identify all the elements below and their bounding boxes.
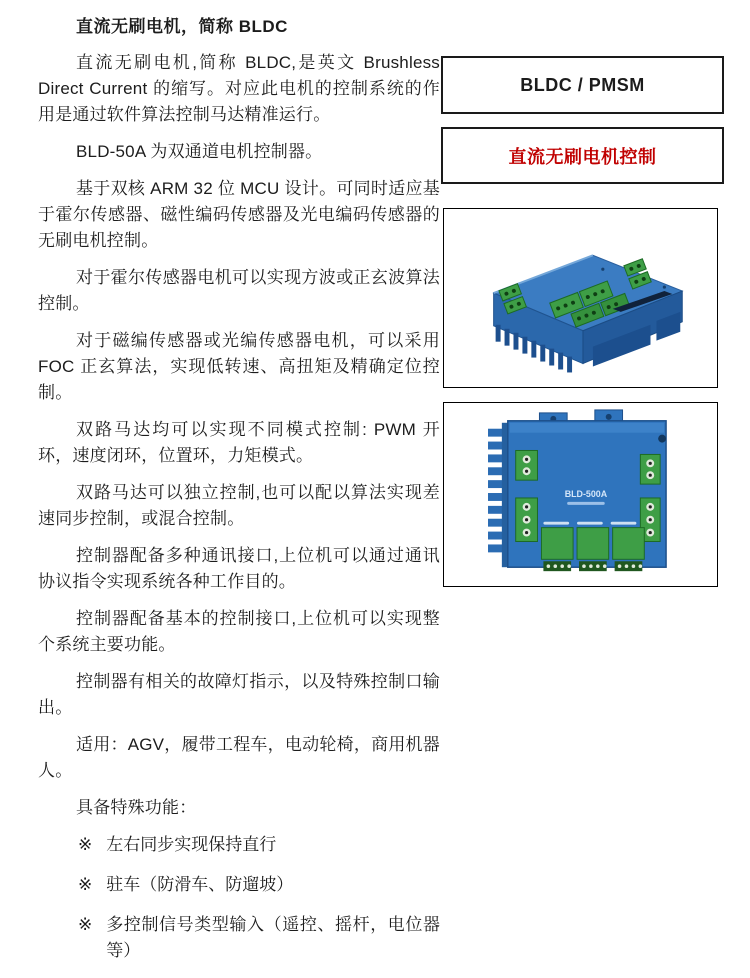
special-function-list [38,832,440,964]
body-paragraph: 对于霍尔传感器电机可以实现方波或正玄波算法控制。 [38,268,440,313]
body-paragraph: 对于磁编传感器或光编传感器电机，可以采用 FOC 正玄算法，实现低转速、高扭矩及精确定位控制。 [38,331,440,402]
bldc-control-label-box [441,127,724,184]
body-paragraph: 控制器有相关的故障灯指示，以及特殊控制口输出。 [38,672,440,717]
body-paragraph: 双路马达可以独立控制,也可以配以算法实现差速同步控制，或混合控制。 [38,483,440,528]
reference-mark-icon: ※ [78,875,93,894]
special-functions-heading: 具备特殊功能： [76,798,197,817]
controller-photo-front-frame [443,402,718,587]
body-paragraph: 双路马达均可以实现不同模式控制: PWM 开环，速度闭环，位置环，力矩模式。 [38,420,440,465]
body-text-column [38,8,440,978]
body-paragraph: 控制器配备基本的控制接口,上位机可以实现整个系统主要功能。 [38,609,440,654]
list-item [78,912,440,964]
list-item-text: 左右同步实现保持直行 [106,835,277,854]
applications-paragraph: 适用：AGV，履带工程车，电动轮椅，商用机器人。 [38,735,440,780]
device-model-label: BLD-500A [564,488,608,499]
list-item [78,872,440,898]
body-paragraph: BLD-50A 为双通道电机控制器。 [76,142,323,161]
list-item-text: 驻车（防滑车、防遛坡） [106,875,294,894]
reference-mark-icon: ※ [78,915,93,934]
controller-photo-isometric [444,209,717,387]
body-paragraph: 基于双核 ARM 32 位 MCU 设计。可同时适应基于霍尔传感器、磁性编码传感器及光电编码传感器的无刷电机控制。 [38,179,440,250]
bldc-control-label: 直流无刷电机控制 [508,146,657,167]
controller-photo-front [444,403,717,586]
controller-photo-isometric-frame [443,208,718,388]
list-item-text: 多控制信号类型输入（遥控、摇杆，电位器等） [106,915,440,960]
bldc-pmsm-label-box [441,56,724,114]
body-paragraph: 直流无刷电机,简称 BLDC,是英文 Brushless Direct Current 的缩写。对应此电机的控制系统的作用是通过软件算法控制马达精准运行。 [38,53,440,124]
reference-mark-icon: ※ [78,835,93,854]
bldc-pmsm-label: BLDC / PMSM [520,74,645,95]
list-item [78,832,440,858]
doc-heading: 直流无刷电机，简称 BLDC [76,17,288,36]
body-paragraph: 控制器配备多种通讯接口,上位机可以通过通讯协议指令实现系统各种工作目的。 [38,546,440,591]
